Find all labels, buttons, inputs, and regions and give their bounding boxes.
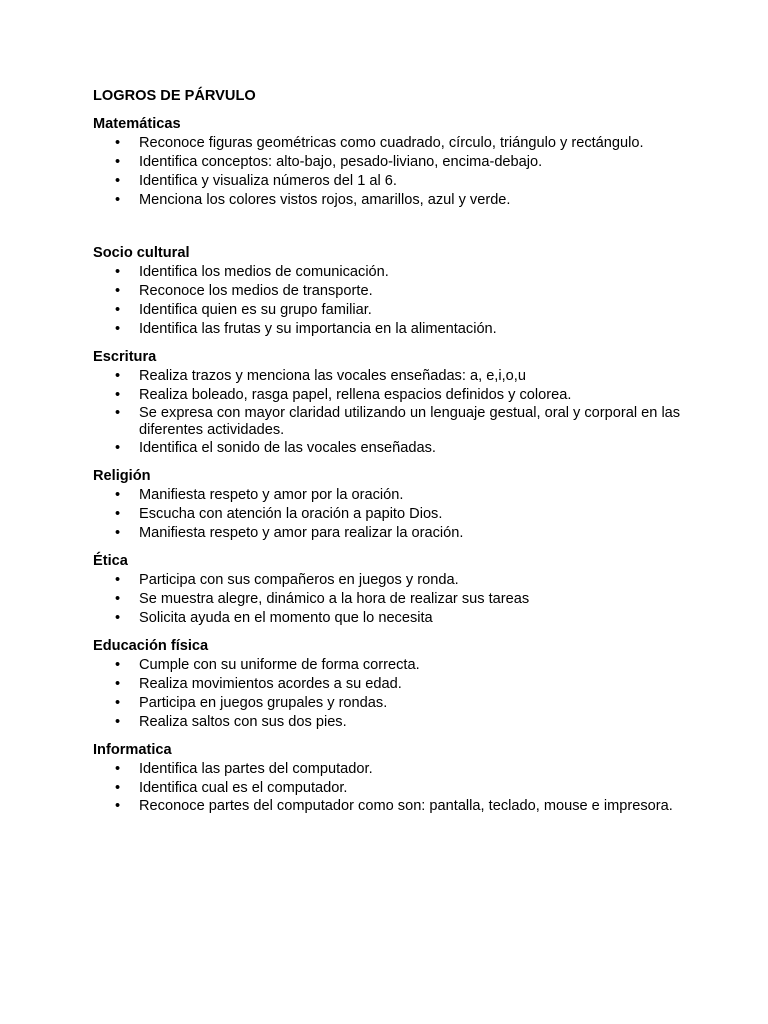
- list-item-text: Identifica cual es el computador.: [139, 780, 348, 796]
- list-item: [93, 505, 693, 524]
- bullet-icon: •: [115, 657, 121, 673]
- list-item: [93, 153, 693, 172]
- section-heading-escritura: Escritura: [93, 349, 157, 365]
- list-item: [93, 263, 693, 282]
- list-item: [93, 675, 693, 694]
- list-item: [93, 386, 693, 405]
- section-list-educacion-fisica: [93, 656, 693, 732]
- list-item: [93, 134, 693, 153]
- list-item: [93, 172, 693, 191]
- list-item: [93, 779, 693, 798]
- document-title: LOGROS DE PÁRVULO: [93, 88, 256, 104]
- bullet-icon: •: [115, 572, 121, 588]
- list-item-text: Identifica conceptos: alto-bajo, pesado-liviano, encima-debajo.: [139, 154, 543, 170]
- list-item: [93, 694, 693, 713]
- list-item-text: Escucha con atención la oración a papito Dios.: [139, 506, 443, 522]
- bullet-icon: •: [115, 264, 121, 280]
- section-list-socio-cultural: [93, 263, 693, 339]
- section-list-informatica: [93, 760, 693, 815]
- bullet-icon: •: [115, 714, 121, 730]
- list-item: [93, 798, 693, 815]
- list-item-text: Realiza trazos y menciona las vocales enseñadas: a, e,i,o,u: [139, 368, 526, 384]
- bullet-icon: •: [115, 387, 121, 403]
- list-item: [93, 301, 693, 320]
- list-item-text: Se muestra alegre, dinámico a la hora de realizar sus tareas: [139, 591, 530, 607]
- bullet-icon: •: [115, 487, 121, 503]
- list-item-text: Identifica los medios de comunicación.: [139, 264, 389, 280]
- list-item-text: Manifiesta respeto y amor por la oración.: [139, 487, 404, 503]
- list-item: [93, 367, 693, 386]
- list-item-text: Cumple con su uniforme de forma correcta.: [139, 657, 420, 673]
- bullet-icon: •: [115, 525, 121, 541]
- list-item-text: Reconoce los medios de transporte.: [139, 283, 373, 299]
- list-item: [93, 713, 693, 732]
- bullet-icon: •: [115, 405, 121, 421]
- list-item-text: Se expresa con mayor claridad utilizando un lenguaje gestual, oral y corporal en las diferentes actividades.: [139, 405, 681, 438]
- list-item: [93, 191, 693, 210]
- section-list-etica: [93, 571, 693, 628]
- bullet-icon: •: [115, 321, 121, 337]
- list-item: [93, 524, 693, 543]
- list-item-text: Solicita ayuda en el momento que lo necesita: [139, 610, 433, 626]
- list-item: [93, 486, 693, 505]
- bullet-icon: •: [115, 440, 121, 456]
- list-item: [93, 590, 693, 609]
- bullet-icon: •: [115, 610, 121, 626]
- bullet-icon: •: [115, 676, 121, 692]
- bullet-icon: •: [115, 283, 121, 299]
- list-item: [93, 656, 693, 675]
- section-heading-etica: Ética: [93, 553, 128, 569]
- list-item-text: Reconoce partes del computador como son: pantalla, teclado, mouse e impresora.: [139, 798, 673, 814]
- bullet-icon: •: [115, 135, 121, 151]
- bullet-icon: •: [115, 506, 121, 522]
- bullet-icon: •: [115, 780, 121, 796]
- section-heading-informatica: Informatica: [93, 742, 172, 758]
- bullet-icon: •: [115, 695, 121, 711]
- list-item-text: Identifica las frutas y su importancia en la alimentación.: [139, 321, 497, 337]
- list-item: [93, 760, 693, 779]
- list-item-text: Realiza movimientos acordes a su edad.: [139, 676, 402, 692]
- list-item: [93, 571, 693, 590]
- list-item-text: Reconoce figuras geométricas como cuadrado, círculo, triángulo y rectángulo.: [139, 135, 644, 151]
- list-item: [93, 439, 693, 458]
- bullet-icon: •: [115, 761, 121, 777]
- document-page: [93, 87, 693, 815]
- list-item: [93, 320, 693, 339]
- list-item-text: Identifica y visualiza números del 1 al 6.: [139, 173, 397, 189]
- list-item-text: Realiza boleado, rasga papel, rellena espacios definidos y colorea.: [139, 387, 572, 403]
- list-item-text: Identifica las partes del computador.: [139, 761, 373, 777]
- list-item-text: Identifica el sonido de las vocales enseñadas.: [139, 440, 436, 456]
- list-item-text: Identifica quien es su grupo familiar.: [139, 302, 372, 318]
- section-heading-religion: Religión: [93, 468, 151, 484]
- list-item-text: Realiza saltos con sus dos pies.: [139, 714, 347, 730]
- list-item-text: Participa en juegos grupales y rondas.: [139, 695, 388, 711]
- section-heading-socio-cultural: Socio cultural: [93, 245, 190, 261]
- section-heading-matematicas: Matemáticas: [93, 116, 181, 132]
- section-list-matematicas: [93, 134, 693, 210]
- bullet-icon: •: [115, 591, 121, 607]
- bullet-icon: •: [115, 192, 121, 208]
- bullet-icon: •: [115, 798, 121, 814]
- section-heading-educacion-fisica: Educación física: [93, 638, 209, 654]
- section-list-escritura: [93, 367, 693, 458]
- bullet-icon: •: [115, 173, 121, 189]
- bullet-icon: •: [115, 154, 121, 170]
- list-item: [93, 609, 693, 628]
- bullet-icon: •: [115, 368, 121, 384]
- list-item: [93, 282, 693, 301]
- list-item: [93, 405, 693, 439]
- list-item-text: Manifiesta respeto y amor para realizar la oración.: [139, 525, 464, 541]
- section-list-religion: [93, 486, 693, 543]
- list-item-text: Participa con sus compañeros en juegos y ronda.: [139, 572, 459, 588]
- list-item-text: Menciona los colores vistos rojos, amarillos, azul y verde.: [139, 192, 511, 208]
- bullet-icon: •: [115, 302, 121, 318]
